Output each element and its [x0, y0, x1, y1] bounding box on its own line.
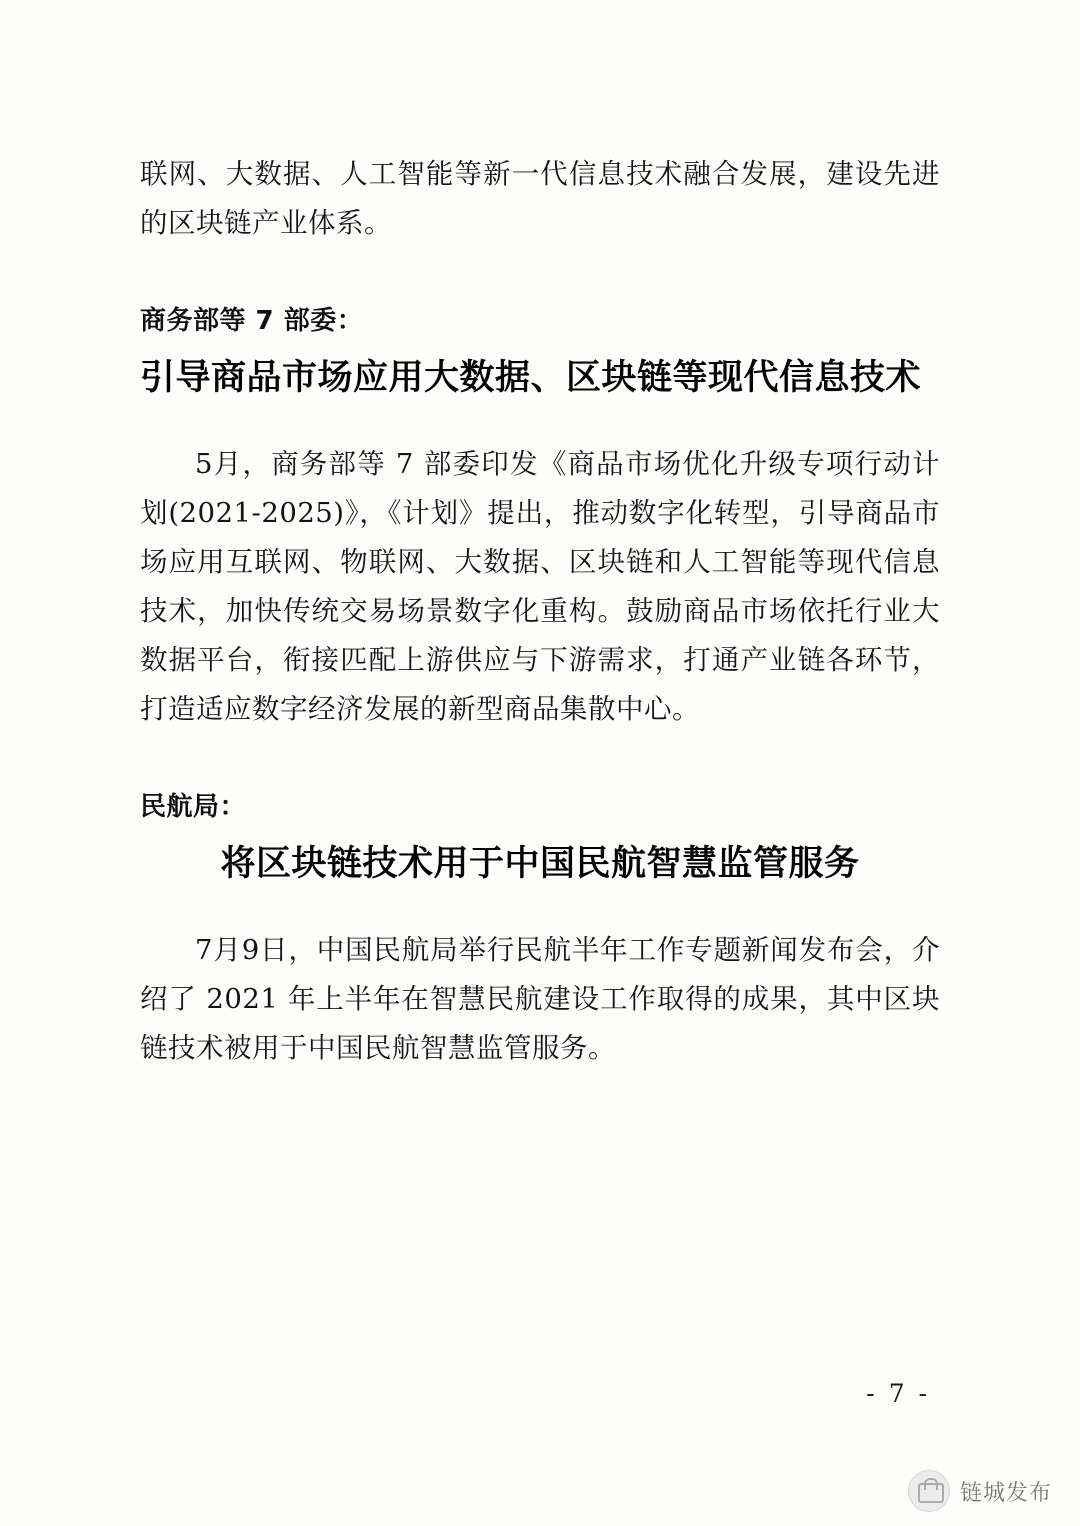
paragraph-commerce: 5月，商务部等 7 部委印发《商品市场优化升级专项行动计划(2021-2025)》，《计划》提出，推动数字化转型，引导商品市场应用互联网、物联网、大数据、区块链和人工智能等现代信息技术，加快传统交易场景数字化重构。鼓励商品市场依托行业大数据平台，衔接匹配上游供应与下游需求，打通产业链各环节，打造适应数字经济发展的新型商品集散中心。 [140, 448, 940, 725]
spacer [140, 734, 940, 786]
section-headline-caac: 将区块链技术用于中国民航智慧监管服务 [220, 843, 860, 884]
document-body [140, 150, 940, 1073]
watermark [908, 1470, 1052, 1512]
page-number: - 7 - [866, 1379, 930, 1408]
spacer [140, 402, 940, 440]
watermark-label: 链城发布 [959, 1480, 1052, 1506]
section-dept-label-caac: 民航局： [140, 791, 247, 822]
spacer [140, 248, 940, 300]
section-dept-label-commerce: 商务部等 7 部委： [140, 305, 364, 336]
paragraph-caac: 7月9日，中国民航局举行民航半年工作专题新闻发布会，介绍了 2021 年上半年在智慧民航建设工作取得的成果，其中区块链技术被用于中国民航智慧监管服务。 [140, 934, 940, 1064]
paragraph-continued: 联网、大数据、人工智能等新一代信息技术融合发展，建设先进的区块链产业体系。 [140, 158, 940, 239]
section-headline-commerce: 引导商品市场应用大数据、区块链等现代信息技术 [140, 357, 922, 398]
spacer [140, 888, 940, 926]
wechat-official-account-icon [908, 1470, 950, 1512]
